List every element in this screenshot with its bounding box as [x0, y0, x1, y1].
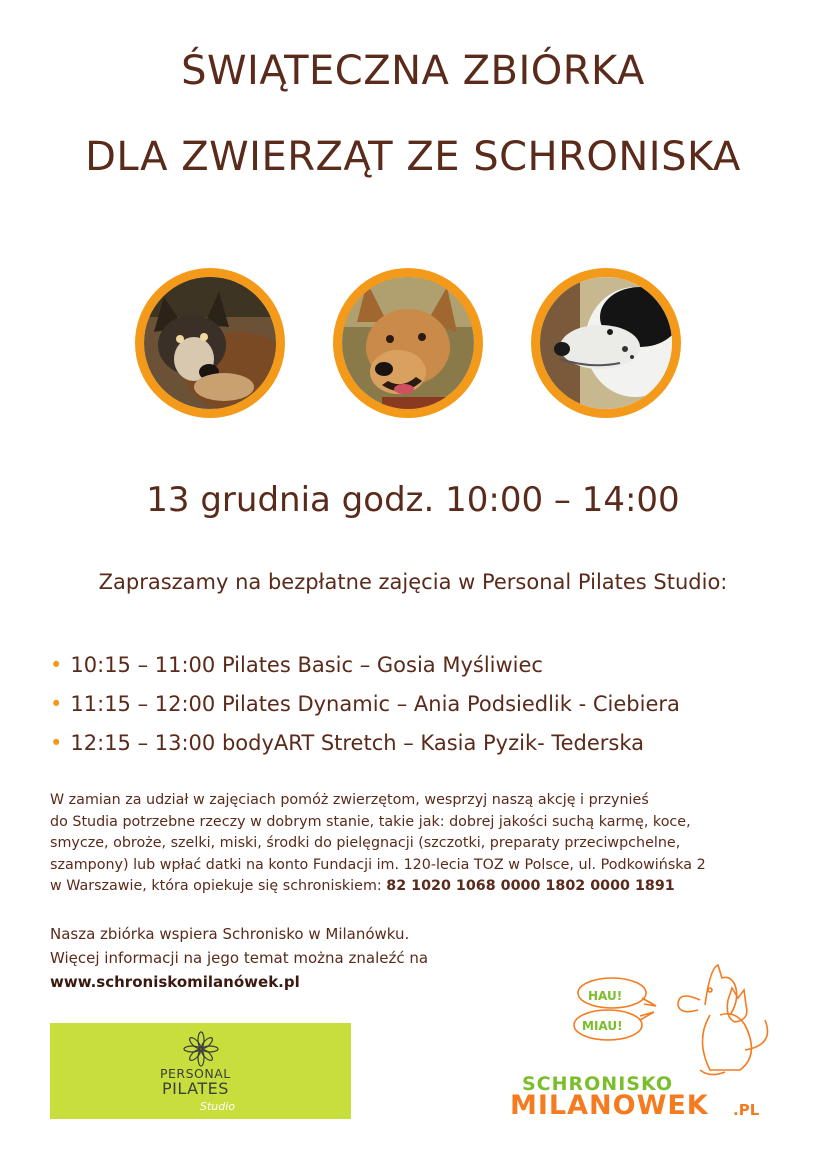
invitation-text: Zapraszamy na bezpłatne zajęcia w Personal Pilates Studio:: [98, 570, 728, 594]
bubble-miau: MIAU!: [582, 1019, 623, 1033]
bullet-icon: •: [50, 692, 63, 716]
title-line-2: DLA ZWIERZĄT ZE SCHRONISKA: [85, 134, 741, 180]
pilates-logo-line-3: Studio: [200, 1100, 236, 1113]
dog-photo-3: [531, 268, 681, 418]
pilates-logo-line-1: PERSONAL: [160, 1066, 231, 1081]
class-schedule: [50, 646, 680, 763]
support-paragraph: Nasza zbiórka wspiera Schronisko w Milanówku. Więcej informacji na jego temat można znaleźć na www.schroniskomilanówek.pl: [50, 925, 429, 991]
list-item: • 11:15 – 12:00 Pilates Dynamic – Ania Podsiedlik - Ciebiera: [50, 692, 680, 716]
bubble-hau: HAU!: [588, 989, 623, 1003]
dog-photo-2: [333, 268, 483, 418]
title-line-1: ŚWIĄTECZNA ZBIÓRKA: [181, 48, 645, 94]
dog-photo-1: [135, 268, 285, 418]
bullet-icon: •: [50, 731, 63, 755]
bank-account-number: 82 1020 1068 0000 1802 0000 1891: [386, 878, 675, 894]
shelter-logo-line-1: SCHRONISKO: [522, 1073, 673, 1095]
bullet-icon: •: [50, 653, 63, 677]
list-item: • 12:15 – 13:00 bodyART Stretch – Kasia Pyzik- Tederska: [50, 731, 645, 755]
dog-photos: [0, 268, 826, 418]
list-item: • 10:15 – 11:00 Pilates Basic – Gosia Myśliwiec: [50, 653, 543, 677]
shelter-website-link[interactable]: www.schroniskomilanówek.pl: [50, 973, 300, 991]
donation-paragraph: W zamian za udział w zajęciach pomóż zwierzętom, wesprzyj naszą akcję i przynieś do Studia potrzebne rzeczy w dobrym stanie, takie jak: dobrej jakości suchą karmę, koce, smycze, obroże, szelki, miski, środki do pielęgnacji (szczotki, preparaty przeciwpchelne, szampony) lub wpłać datki na konto Fundacji im. 120-lecia TOZ w Polsce, ul. Podkowińska 2 w Warszawie, która opiekuje się schroniskiem: 82 1020 1068 0000 1802 0000 1891: [50, 792, 706, 894]
event-date: 13 grudnia godz. 10:00 – 14:00: [146, 480, 680, 520]
shelter-logo-line-2: MILANOWEK: [510, 1090, 709, 1121]
pilates-logo-line-2: PILATES: [162, 1079, 229, 1098]
flower-icon: [181, 1031, 221, 1067]
shelter-logo-line-3: .PL: [733, 1101, 760, 1119]
